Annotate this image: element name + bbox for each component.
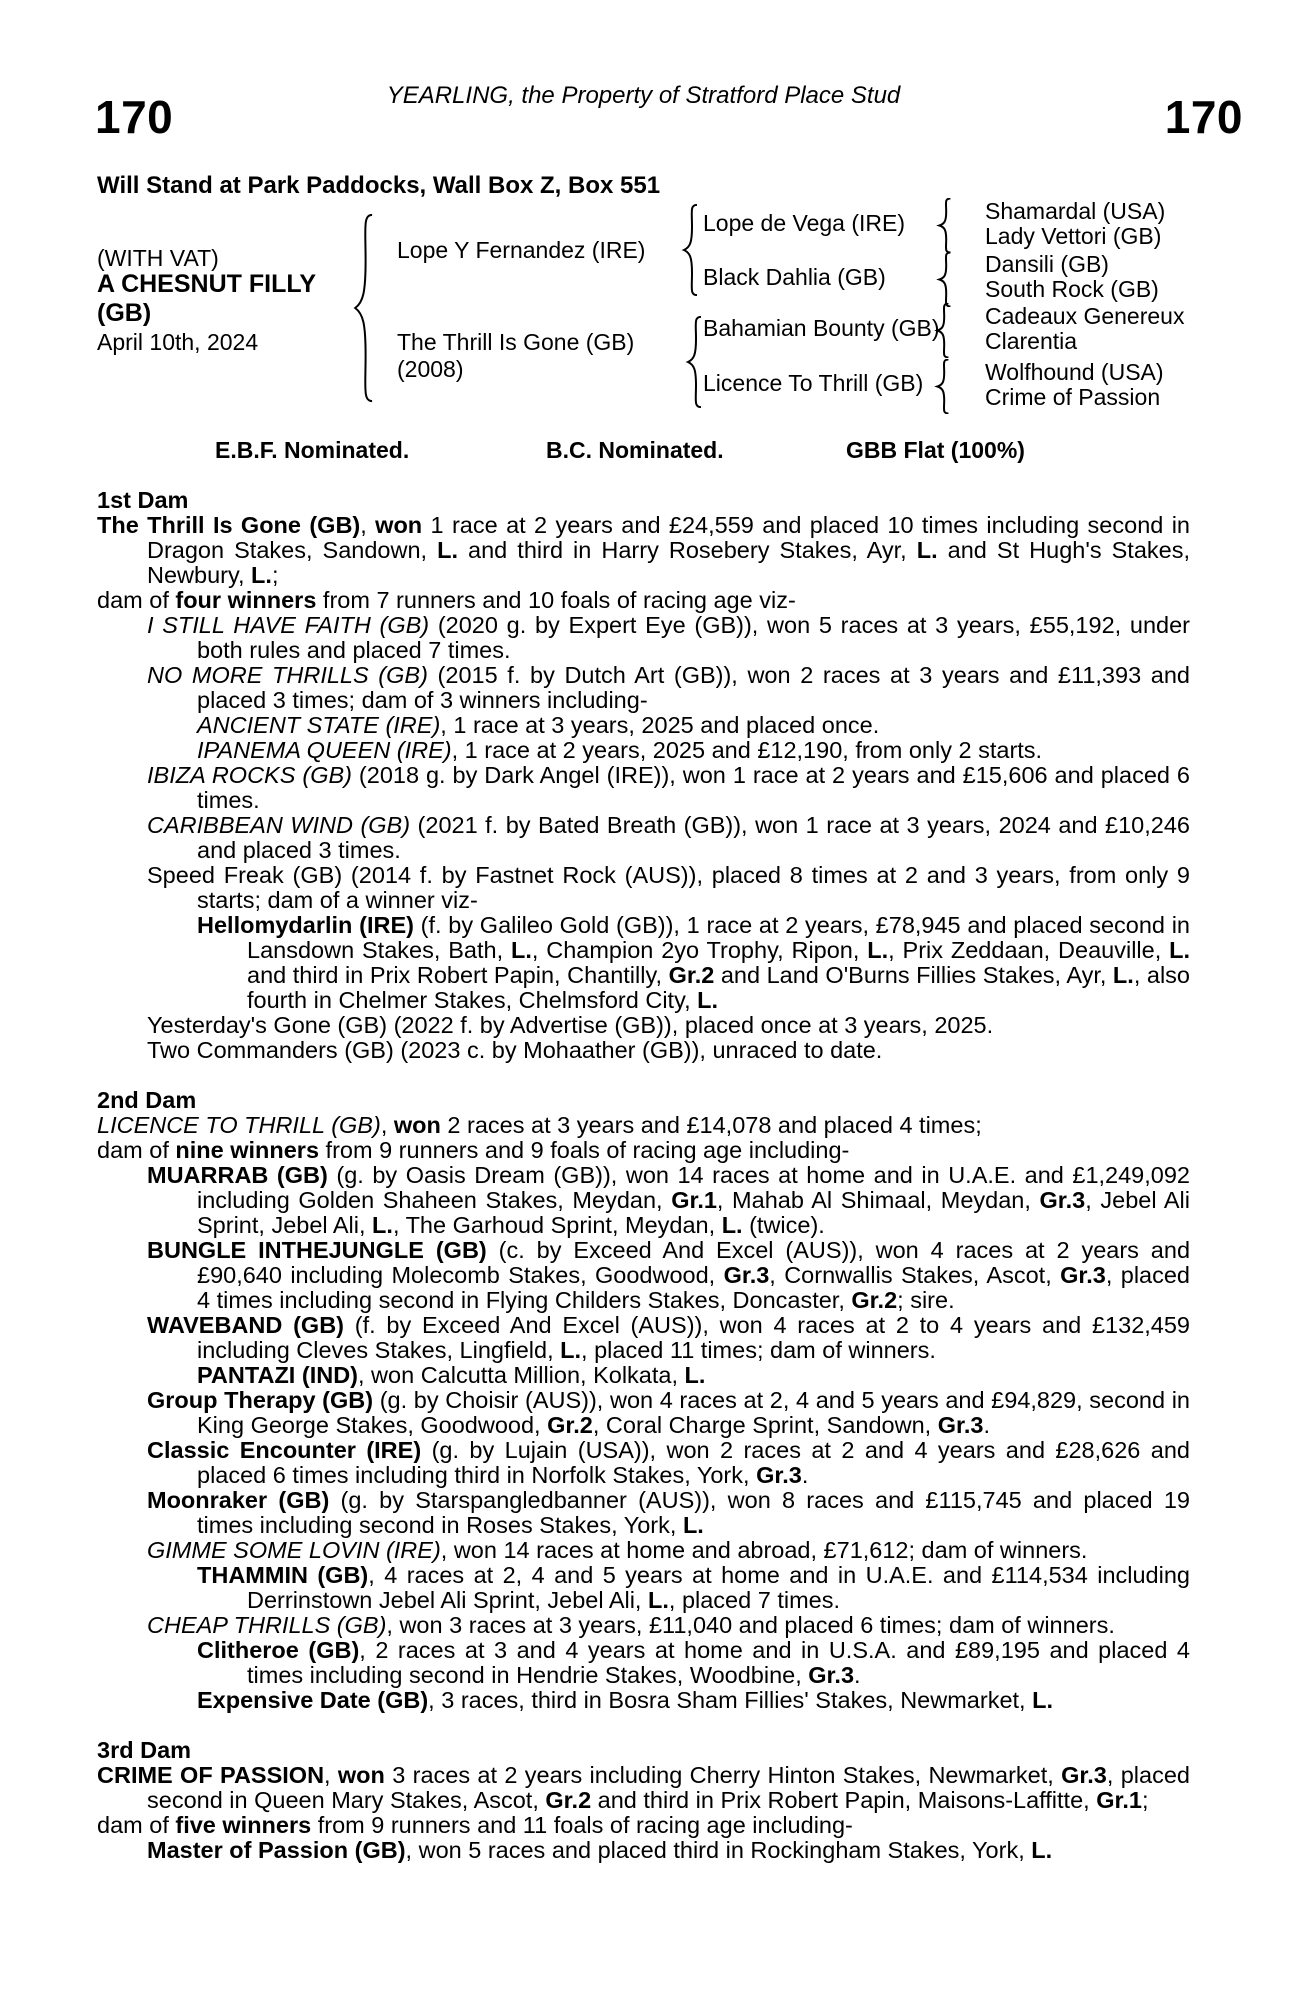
text-segment: Master of Passion (GB): [147, 1837, 406, 1863]
text-segment: Gr.3: [1060, 1262, 1106, 1288]
text-segment: Group Therapy (GB): [147, 1387, 374, 1413]
text-segment: , placed 4 times including second in Flying Childers Stakes, Doncaster,: [197, 1262, 1190, 1313]
text-segment: ;: [271, 562, 279, 588]
text-segment: L.: [437, 537, 458, 563]
text-segment: dam of: [97, 587, 176, 613]
catalogue-paragraph: [97, 1238, 1190, 1313]
catalogue-paragraph: [97, 1363, 1190, 1388]
text-segment: ,: [380, 1112, 394, 1138]
catalogue-paragraph: [97, 738, 1190, 763]
text-segment: (2021 f. by Bated Breath (GB)), won 1 race at 3 years, 2024 and £10,246 and placed 3 times.: [197, 812, 1190, 863]
stand-location: Will Stand at Park Paddocks, Wall Box Z, Box 551: [97, 172, 661, 199]
text-segment: , 1 race at 2 years, 2025 and £12,190, from only 2 starts.: [451, 737, 1043, 763]
text-segment: , placed second in Queen Mary Stakes, Ascot,: [147, 1762, 1190, 1813]
text-segment: , 3 races, third in Bosra Sham Fillies' Stakes, Newmarket,: [428, 1687, 1033, 1713]
gen3-sire-sire-dam: Lady Vettori (GB): [985, 223, 1162, 249]
catalogue-paragraph: [97, 913, 1190, 1013]
text-segment: and Land O'Burns Fillies Stakes, Ayr,: [714, 962, 1113, 988]
text-segment: Gr.2: [547, 1412, 593, 1438]
catalogue-paragraph: [97, 1013, 1190, 1038]
text-segment: , also fourth in Chelmer Stakes, Chelmsford City,: [247, 962, 1190, 1013]
catalogue-paragraph: [97, 863, 1190, 913]
third-dam-section: [97, 1738, 1190, 1863]
dam-dam-name: Licence To Thrill (GB): [703, 370, 924, 396]
catalogue-paragraph: [97, 813, 1190, 863]
text-segment: (c. by Exceed And Excel (AUS)), won 4 races at 2 years and £90,640 including Molecomb Stakes, Goodwood,: [197, 1237, 1191, 1288]
gbb-flat-label: GBB Flat (100%): [846, 437, 1025, 463]
text-segment: nine winners: [175, 1137, 320, 1163]
dam-brace: [684, 316, 704, 408]
text-segment: ANCIENT STATE (IRE): [197, 712, 441, 738]
text-segment: and third in Prix Robert Papin, Maisons-Laffitte,: [591, 1787, 1097, 1813]
text-segment: Gr.3: [723, 1262, 770, 1288]
bc-nominated-label: B.C. Nominated.: [546, 437, 724, 463]
catalogue-paragraph: [97, 1563, 1190, 1613]
text-segment: Hellomydarlin (IRE): [197, 912, 414, 938]
text-segment: (g. by Lujain (USA)), won 2 races at 2 and 4 years and £28,626 and placed 6 times including third in Norfolk Stakes, York,: [197, 1437, 1190, 1488]
text-segment: won: [337, 1762, 385, 1788]
text-segment: The Thrill Is Gone (GB): [97, 512, 361, 538]
text-segment: , 1 race at 3 years, 2025 and placed once.: [440, 712, 880, 738]
text-segment: from 7 runners and 10 foals of racing age viz-: [316, 587, 796, 613]
text-segment: , won 5 races and placed third in Rockingham Stakes, York,: [405, 1837, 1032, 1863]
pedigree-main-brace: [350, 213, 376, 403]
text-segment: L.: [721, 1212, 743, 1238]
text-segment: ;: [1141, 1787, 1149, 1813]
catalogue-paragraph: [97, 1538, 1190, 1563]
lot-number-left: 170: [95, 91, 174, 143]
text-segment: , 4 races at 2, 4 and 5 years at home and in U.A.E. and £114,534 including Derrinstown Jebel Ali Sprint, Jebel Ali,: [247, 1562, 1190, 1613]
text-segment: dam of: [97, 1812, 176, 1838]
text-segment: .: [801, 1462, 809, 1488]
text-segment: .: [983, 1412, 990, 1438]
text-segment: (g. by Oasis Dream (GB)), won 14 races at home and in U.A.E. and £1,249,092 including Golden Shaheen Stakes, Meydan,: [197, 1162, 1190, 1213]
section-heading: 3rd Dam: [97, 1737, 192, 1763]
text-segment: Gr.3: [756, 1462, 802, 1488]
text-segment: I STILL HAVE FAITH (GB): [147, 612, 430, 638]
text-segment: (2018 g. by Dark Angel (IRE)), won 1 race at 2 years and £15,606 and placed 6 times.: [197, 762, 1190, 813]
text-segment: CARIBBEAN WIND (GB): [147, 812, 411, 838]
dam-sire-name: Bahamian Bounty (GB): [703, 315, 940, 341]
text-segment: L.: [1032, 1687, 1053, 1713]
text-segment: Gr.1: [1096, 1787, 1142, 1813]
section-body: [97, 1763, 1190, 1863]
text-segment: Expensive Date (GB): [197, 1687, 429, 1713]
catalogue-paragraph: [97, 1488, 1190, 1538]
text-segment: 2 races at 3 years and £14,078 and placed 4 times;: [440, 1112, 982, 1138]
dam-details: [97, 488, 1190, 1863]
catalogue-paragraph: [97, 663, 1190, 713]
text-segment: L.: [510, 937, 532, 963]
catalogue-paragraph: [97, 713, 1190, 738]
section-heading: 2nd Dam: [97, 1087, 197, 1113]
gen3-dam-sire-dam: Clarentia: [985, 328, 1078, 354]
text-segment: L.: [1169, 937, 1190, 963]
text-segment: , Mahab Al Shimaal, Meydan,: [716, 1187, 1040, 1213]
text-segment: four winners: [175, 587, 317, 613]
text-segment: L.: [251, 562, 272, 588]
section-body: [97, 513, 1190, 1063]
gen3-sire-dam-dam: South Rock (GB): [985, 276, 1159, 302]
text-segment: L.: [1112, 962, 1134, 988]
text-segment: (2020 g. by Expert Eye (GB)), won 5 races at 3 years, £55,192, under both rules and placed 7 times.: [197, 612, 1190, 663]
subject-country: (GB): [97, 299, 152, 327]
text-segment: L.: [372, 1212, 393, 1238]
catalogue-paragraph: [97, 1688, 1190, 1713]
text-segment: GIMME SOME LOVIN (IRE): [147, 1537, 441, 1563]
text-segment: L.: [1031, 1837, 1053, 1863]
pedigree-tree: [0, 0, 1315, 430]
text-segment: IBIZA ROCKS (GB): [147, 762, 352, 788]
gen3-sire-dam-sire: Dansili (GB): [985, 251, 1109, 277]
text-segment: , placed 11 times; dam of winners.: [581, 1337, 936, 1363]
text-segment: Moonraker (GB): [147, 1487, 330, 1513]
text-segment: , Coral Charge Sprint, Sandown,: [592, 1412, 938, 1438]
text-segment: WAVEBAND (GB): [147, 1312, 344, 1338]
lot-number-right: 170: [1164, 91, 1243, 143]
catalogue-paragraph: [97, 1113, 1190, 1138]
text-segment: (g. by Starspangledbanner (AUS)), won 8 races and £115,745 and placed 19 times including second in Roses Stakes, York,: [197, 1487, 1190, 1538]
page-title: YEARLING, the Property of Stratford Place Stud: [386, 82, 901, 109]
text-segment: BUNGLE INTHEJUNGLE (GB): [147, 1237, 487, 1263]
gen3-dam-sire-sire: Cadeaux Genereux: [985, 303, 1185, 329]
catalogue-paragraph: [97, 1813, 1190, 1838]
text-segment: and third in Harry Rosebery Stakes, Ayr,: [458, 537, 917, 563]
catalogue-paragraph: [97, 513, 1190, 588]
gen3-dam-dam-dam: Crime of Passion: [985, 384, 1161, 410]
catalogue-paragraph: [97, 763, 1190, 813]
catalogue-paragraph: [97, 1388, 1190, 1438]
text-segment: Gr.3: [937, 1412, 984, 1438]
text-segment: PANTAZI (IND): [197, 1362, 358, 1388]
section-body: [97, 1113, 1190, 1713]
text-segment: (twice).: [742, 1212, 825, 1238]
catalogue-paragraph: [97, 1038, 1190, 1063]
catalogue-paragraph: [97, 1613, 1190, 1638]
catalogue-paragraph: [97, 1438, 1190, 1488]
ebf-nominated-label: E.B.F. Nominated.: [215, 437, 410, 463]
text-segment: from 9 runners and 11 foals of racing age including-: [311, 1812, 853, 1838]
catalogue-paragraph: [97, 1838, 1190, 1863]
text-segment: Clitheroe (GB): [197, 1637, 360, 1663]
text-segment: won: [375, 512, 423, 538]
text-segment: (f. by Exceed And Excel (AUS)), won 4 races at 2 to 4 years and £132,459 including Cleves Stakes, Lingfield,: [197, 1312, 1190, 1363]
text-segment: Gr.2: [545, 1787, 592, 1813]
text-segment: ; sire.: [897, 1287, 955, 1313]
text-segment: five winners: [175, 1812, 312, 1838]
text-segment: , won 14 races at home and abroad, £71,612; dam of winners.: [440, 1537, 1088, 1563]
second-dam-section: [97, 1088, 1190, 1713]
text-segment: Gr.3: [808, 1662, 855, 1688]
text-segment: IPANEMA QUEEN (IRE): [197, 737, 452, 763]
gen3-dam-dam-sire: Wolfhound (USA): [985, 359, 1164, 385]
text-segment: 1 race at 2 years and £24,559 and placed 10 times including second in Dragon Stakes, Sandown,: [147, 512, 1190, 563]
subject-name: A CHESNUT FILLY: [97, 270, 316, 298]
text-segment: CHEAP THRILLS (GB): [147, 1612, 387, 1638]
text-segment: (g. by Choisir (AUS)), won 4 races at 2, 4 and 5 years and £94,829, second in King George Stakes, Goodwood,: [197, 1387, 1190, 1438]
text-segment: Two Commanders (GB) (2023 c. by Mohaather (GB)), unraced to date.: [147, 1037, 883, 1063]
text-segment: ,: [324, 1762, 338, 1788]
text-segment: Gr.2: [851, 1287, 898, 1313]
text-segment: Gr.3: [1039, 1187, 1086, 1213]
text-segment: won: [393, 1112, 441, 1138]
text-segment: , placed 7 times.: [668, 1587, 840, 1613]
text-segment: L.: [682, 1512, 704, 1538]
text-segment: Gr.1: [671, 1187, 717, 1213]
foaling-date: April 10th, 2024: [97, 329, 259, 355]
text-segment: L.: [916, 537, 938, 563]
catalogue-paragraph: [97, 1313, 1190, 1363]
text-segment: Gr.3: [1061, 1762, 1107, 1788]
text-segment: , Cornwallis Stakes, Ascot,: [769, 1262, 1061, 1288]
sire-dam-brace: [936, 252, 953, 307]
text-segment: , won 3 races at 3 years, £11,040 and placed 6 times; dam of winners.: [386, 1612, 1115, 1638]
text-segment: Classic Encounter (IRE): [147, 1437, 422, 1463]
gen3-sire-sire-sire: Shamardal (USA): [985, 198, 1166, 224]
catalogue-paragraph: [97, 1138, 1190, 1163]
text-segment: and St Hugh's Stakes, Newbury,: [147, 537, 1190, 588]
sire-sire-brace: [936, 198, 953, 253]
text-segment: NO MORE THRILLS (GB): [147, 662, 428, 688]
text-segment: THAMMIN (GB): [197, 1562, 369, 1588]
text-segment: LICENCE TO THRILL (GB): [97, 1112, 381, 1138]
text-segment: MUARRAB (GB): [147, 1162, 328, 1188]
catalogue-paragraph: [97, 1763, 1190, 1813]
text-segment: L.: [867, 937, 889, 963]
text-segment: (f. by Galileo Gold (GB)), 1 race at 2 years, £78,945 and placed second in Lansdown Stakes, Bath,: [247, 912, 1191, 963]
text-segment: L.: [697, 987, 719, 1013]
text-segment: L.: [648, 1587, 669, 1613]
dam-dam-brace: [934, 359, 951, 414]
nominations-row: [0, 437, 1315, 463]
text-segment: , Jebel Ali Sprint, Jebel Ali,: [197, 1187, 1190, 1238]
text-segment: , won Calcutta Million, Kolkata,: [358, 1362, 685, 1388]
catalogue-paragraph: [97, 1638, 1190, 1688]
dam-year: (2008): [397, 356, 464, 382]
text-segment: from 9 runners and 9 foals of racing age including-: [319, 1137, 850, 1163]
text-segment: L.: [684, 1362, 706, 1388]
vat-note: (WITH VAT): [97, 245, 219, 271]
first-dam-section: [97, 488, 1190, 1063]
text-segment: ,: [360, 512, 376, 538]
text-segment: Yesterday's Gone (GB) (2022 f. by Advertise (GB)), placed once at 3 years, 2025.: [147, 1012, 994, 1038]
text-segment: and third in Prix Robert Papin, Chantilly,: [247, 962, 669, 988]
text-segment: Speed Freak (GB) (2014 f. by Fastnet Rock (AUS)), placed 8 times at 2 and 3 years, from only 9 starts; dam of a winner viz-: [147, 862, 1190, 913]
sire-name: Lope Y Fernandez (IRE): [397, 237, 646, 263]
text-segment: , The Garhoud Sprint, Meydan,: [392, 1212, 722, 1238]
text-segment: dam of: [97, 1137, 176, 1163]
text-segment: Gr.2: [668, 962, 715, 988]
text-segment: .: [854, 1662, 861, 1688]
sire-brace: [680, 204, 700, 296]
catalogue-paragraph: [97, 1163, 1190, 1238]
sire-sire-name: Lope de Vega (IRE): [703, 210, 906, 236]
text-segment: L.: [560, 1337, 582, 1363]
section-heading: 1st Dam: [97, 487, 189, 513]
dam-name: The Thrill Is Gone (GB): [397, 329, 635, 355]
text-segment: CRIME OF PASSION: [97, 1762, 325, 1788]
text-segment: , 2 races at 3 and 4 years at home and in U.S.A. and £89,195 and placed 4 times including second in Hendrie Stakes, Woodbine,: [247, 1637, 1191, 1688]
text-segment: 3 races at 2 years including Cherry Hinton Stakes, Newmarket,: [384, 1762, 1062, 1788]
text-segment: (2015 f. by Dutch Art (GB)), won 2 races at 3 years and £11,393 and placed 3 times; dam of 3 winners including-: [197, 662, 1190, 713]
text-segment: , Prix Zeddaan, Deauville,: [888, 937, 1170, 963]
text-segment: , Champion 2yo Trophy, Ripon,: [531, 937, 868, 963]
catalogue-paragraph: [97, 588, 1190, 613]
catalogue-paragraph: [97, 613, 1190, 663]
sire-dam-name: Black Dahlia (GB): [703, 264, 886, 290]
